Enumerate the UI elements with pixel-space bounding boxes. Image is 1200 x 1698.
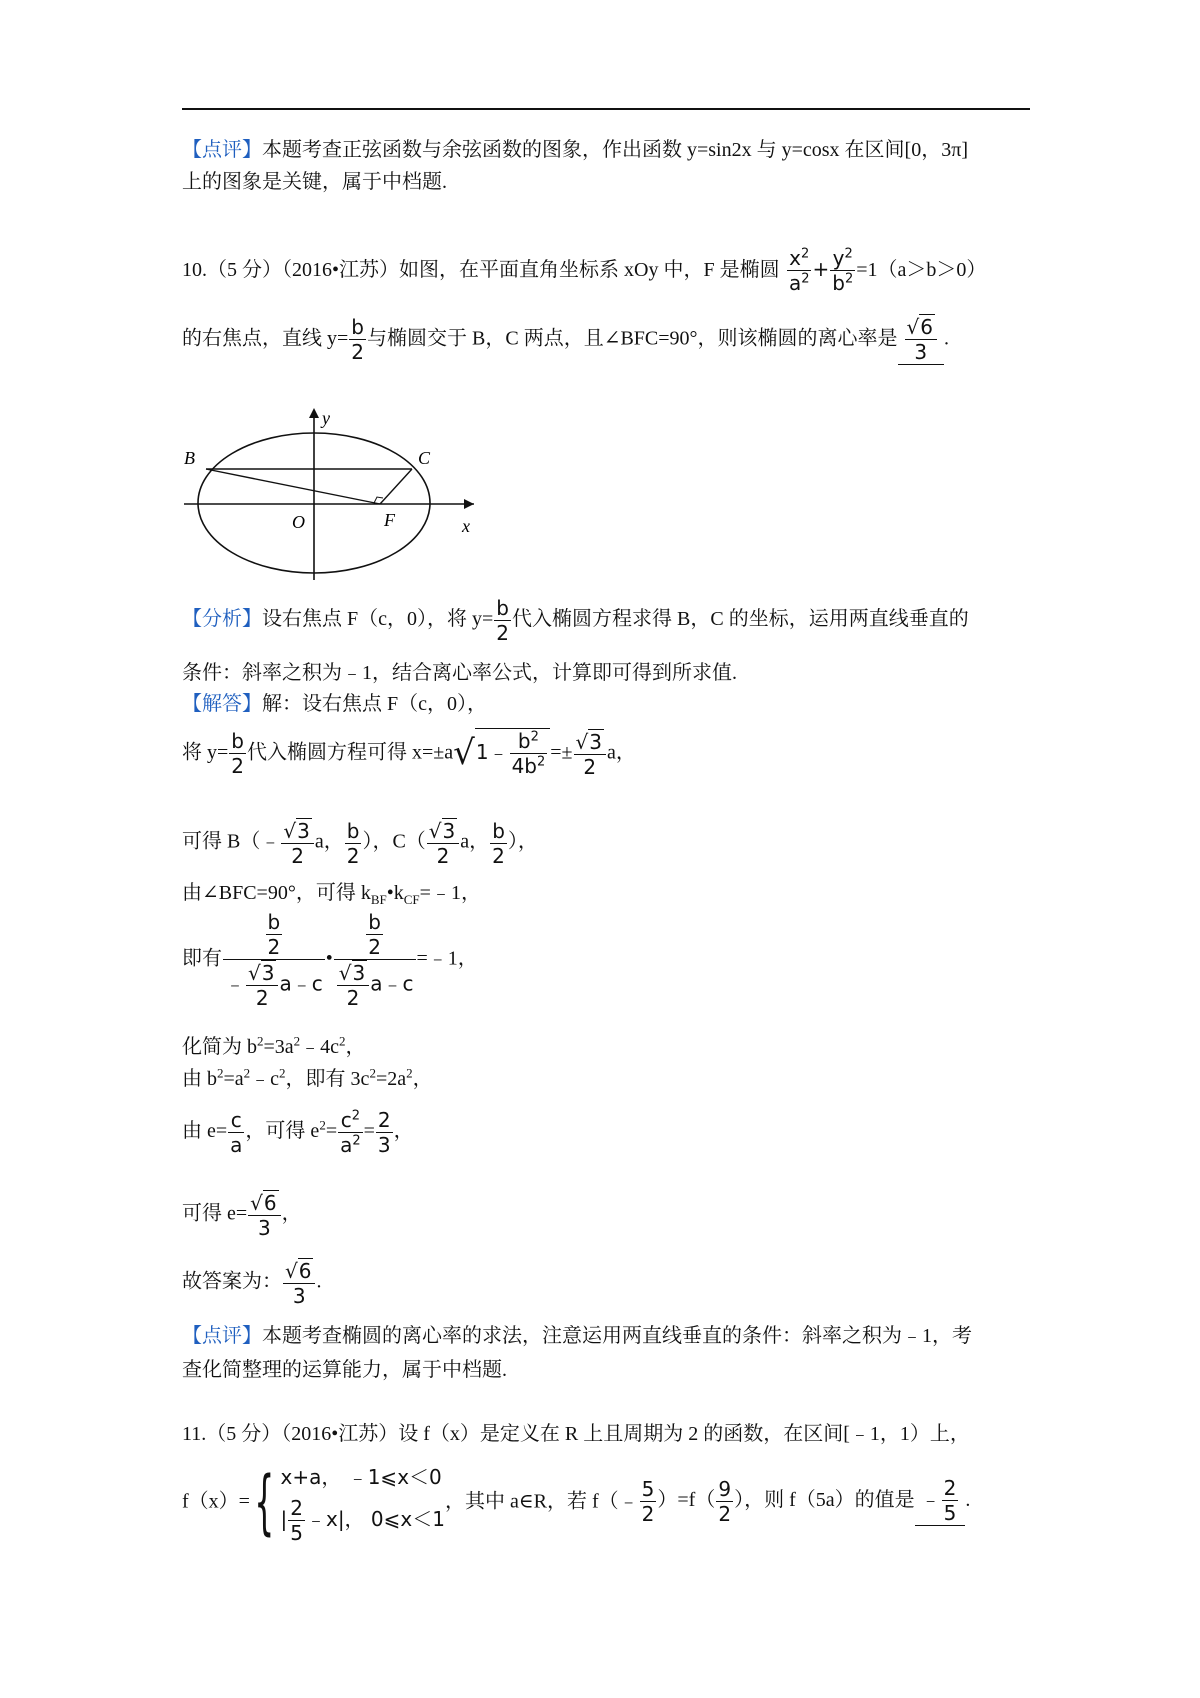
question-11-line1: 11.（5 分）（2016•江苏）设 f（x）是定义在 R 上且周期为 2 的函数，在区间[﹣1，1）上， bbox=[182, 1423, 970, 1445]
question-10-line2 bbox=[182, 314, 949, 365]
y-axis-arrow-icon bbox=[309, 408, 319, 418]
label-f: F bbox=[384, 510, 395, 530]
question-11-piecewise: f（x）={ x+a， ﹣1⩽x＜0 | $\frac{2}{5}$ ﹣x|， 0⩽x＜1 ，其中 a∈R，若 f（﹣ $\frac{5}{2}$ ）=f（ $\frac{9}{2}$ ），则 f（5a）的值是 ﹣ $\frac{2}{5}$ . bbox=[182, 1458, 970, 1545]
fraction-b-over-2: $\frac{b}{2}$ bbox=[231, 729, 245, 779]
fraction-y2-b2: $\frac{y^2}{b^2}$ bbox=[832, 246, 854, 295]
segment-bf bbox=[206, 469, 380, 504]
solution-line7: 由 $b^2=a^2﹣c^2$，即有 $3c^2=2a^2$， bbox=[182, 1065, 433, 1090]
solution-text-1: 解：设右焦点 F（c，0）， bbox=[262, 693, 487, 715]
ellipse-condition: =1（a＞b＞0） bbox=[856, 259, 987, 281]
solution-line3: 可得 B（﹣ √ $\frac{3}{2}$ a， $\frac{b}{2}$ ），C（ √ $\frac{3}{2}$ a， $\frac{b}{2}$ ）， bbox=[182, 818, 538, 868]
q10-text-b: 与椭圆交于 B，C 两点，且∠BFC=90°，则该椭圆的离心率是 bbox=[367, 327, 898, 350]
solution-line5: 即有 $\frac{b}{2}$ ﹣ √ $\frac{3}{2}$ a﹣c • $\frac{b}{2}$ √ $\frac{3}{2}$ a﹣c =﹣1， bbox=[182, 910, 478, 1010]
label-c: C bbox=[418, 448, 431, 468]
review-text-2: 上的图象是关键，属于中档题. bbox=[182, 171, 447, 193]
brace-icon: { bbox=[254, 1460, 275, 1543]
plus-sign: + bbox=[812, 257, 830, 281]
label-b: B bbox=[184, 448, 195, 468]
answer-blank: √ $\frac{6}{3}$ bbox=[898, 314, 944, 365]
review-tag: 【点评】 bbox=[182, 139, 262, 161]
analysis-tag: 【分析】 bbox=[182, 608, 262, 631]
label-o: O bbox=[292, 512, 305, 532]
q10-text-a: 的右焦点，直线 y= bbox=[182, 327, 349, 350]
review-tag: 【点评】 bbox=[182, 1325, 262, 1347]
review-q10: 【点评】本题考查椭圆的离心率的求法，注意运用两直线垂直的条件：斜率之积为﹣1，考 查化简整理的运算能力，属于中档题. bbox=[182, 1325, 972, 1381]
fraction-b-over-2: $\frac{b}{2}$ bbox=[496, 596, 510, 645]
solution-tag: 【解答】 bbox=[182, 693, 262, 715]
analysis-text-b: 代入椭圆方程求得 B，C 的坐标，运用两直线垂直的 bbox=[512, 608, 969, 631]
x-axis-arrow-icon bbox=[464, 499, 474, 509]
analysis-line1 bbox=[182, 596, 969, 645]
answer-blank: ﹣ $\frac{2}{5}$ bbox=[915, 1476, 966, 1526]
question-10-line1 bbox=[182, 246, 986, 295]
fraction-x2-a2: $\frac{x^2}{a^2}$ bbox=[788, 246, 810, 295]
solution-line8: 由 e= $\frac{c}{a}$ ，可得 $e^2=$ $\frac{c^2}{a^2}$ = $\frac{2}{3}$ ， bbox=[182, 1108, 414, 1157]
fraction-sqrt3-over-2: √ $\frac{3}{2}$ bbox=[574, 729, 606, 779]
sqrt-expression: √ 1﹣ $\frac{b^2}{4b^2}$ bbox=[453, 740, 550, 764]
review-text: 本题考查正弦函数与余弦函数的图象，作出函数 y=sin2x 与 y=cosx 在区间[0，3π] bbox=[262, 139, 968, 161]
analysis-text-a: 设右焦点 F（c，0），将 y= bbox=[262, 608, 494, 631]
label-x: x bbox=[462, 516, 470, 536]
analysis-line2: 条件：斜率之积为﹣1，结合离心率公式，计算即可得到所求值. bbox=[182, 662, 737, 684]
piecewise-cases: x+a， ﹣1⩽x＜0 | $\frac{2}{5}$ ﹣x|， 0⩽x＜1 bbox=[280, 1465, 445, 1545]
solution-line9: 可得 e= √ $\frac{6}{3}$ ， bbox=[182, 1190, 302, 1240]
solution-line2: 将 y= $\frac{b}{2}$ 代入椭圆方程可得 x=±a√ 1﹣ $\frac{b^2}{4b^2}$ =± √ $\frac{3}{2}$ a， bbox=[182, 728, 636, 779]
header-rule bbox=[182, 108, 1030, 110]
solution-line4: 由∠BFC=90°，可得 $k_{BF}•k_{CF}=﹣1$， bbox=[182, 882, 481, 907]
complex-fraction-cf: $\frac{b}{2}$ √ $\frac{3}{2}$ a﹣c bbox=[334, 910, 416, 1010]
label-y: y bbox=[322, 408, 330, 428]
end-dot: . bbox=[944, 327, 950, 350]
review-text-2: 查化简整理的运算能力，属于中档题. bbox=[182, 1359, 507, 1381]
solution-line6: 化简为 $b^2=3a^2﹣4c^2$， bbox=[182, 1033, 366, 1058]
review-q9 bbox=[182, 137, 968, 195]
fraction-b-over-2: $\frac{b}{2}$ bbox=[351, 315, 365, 365]
ellipse-figure bbox=[184, 404, 480, 580]
solution-line1 bbox=[182, 691, 487, 717]
solution-answer: 故答案为： √ $\frac{6}{3}$ . bbox=[182, 1258, 321, 1308]
complex-fraction-bf: $\frac{b}{2}$ ﹣ √ $\frac{3}{2}$ a﹣c bbox=[223, 910, 325, 1010]
segment-cf bbox=[380, 469, 412, 504]
question-10-head: 10.（5 分）（2016•江苏）如图，在平面直角坐标系 xOy 中，F 是椭圆 bbox=[182, 259, 780, 281]
